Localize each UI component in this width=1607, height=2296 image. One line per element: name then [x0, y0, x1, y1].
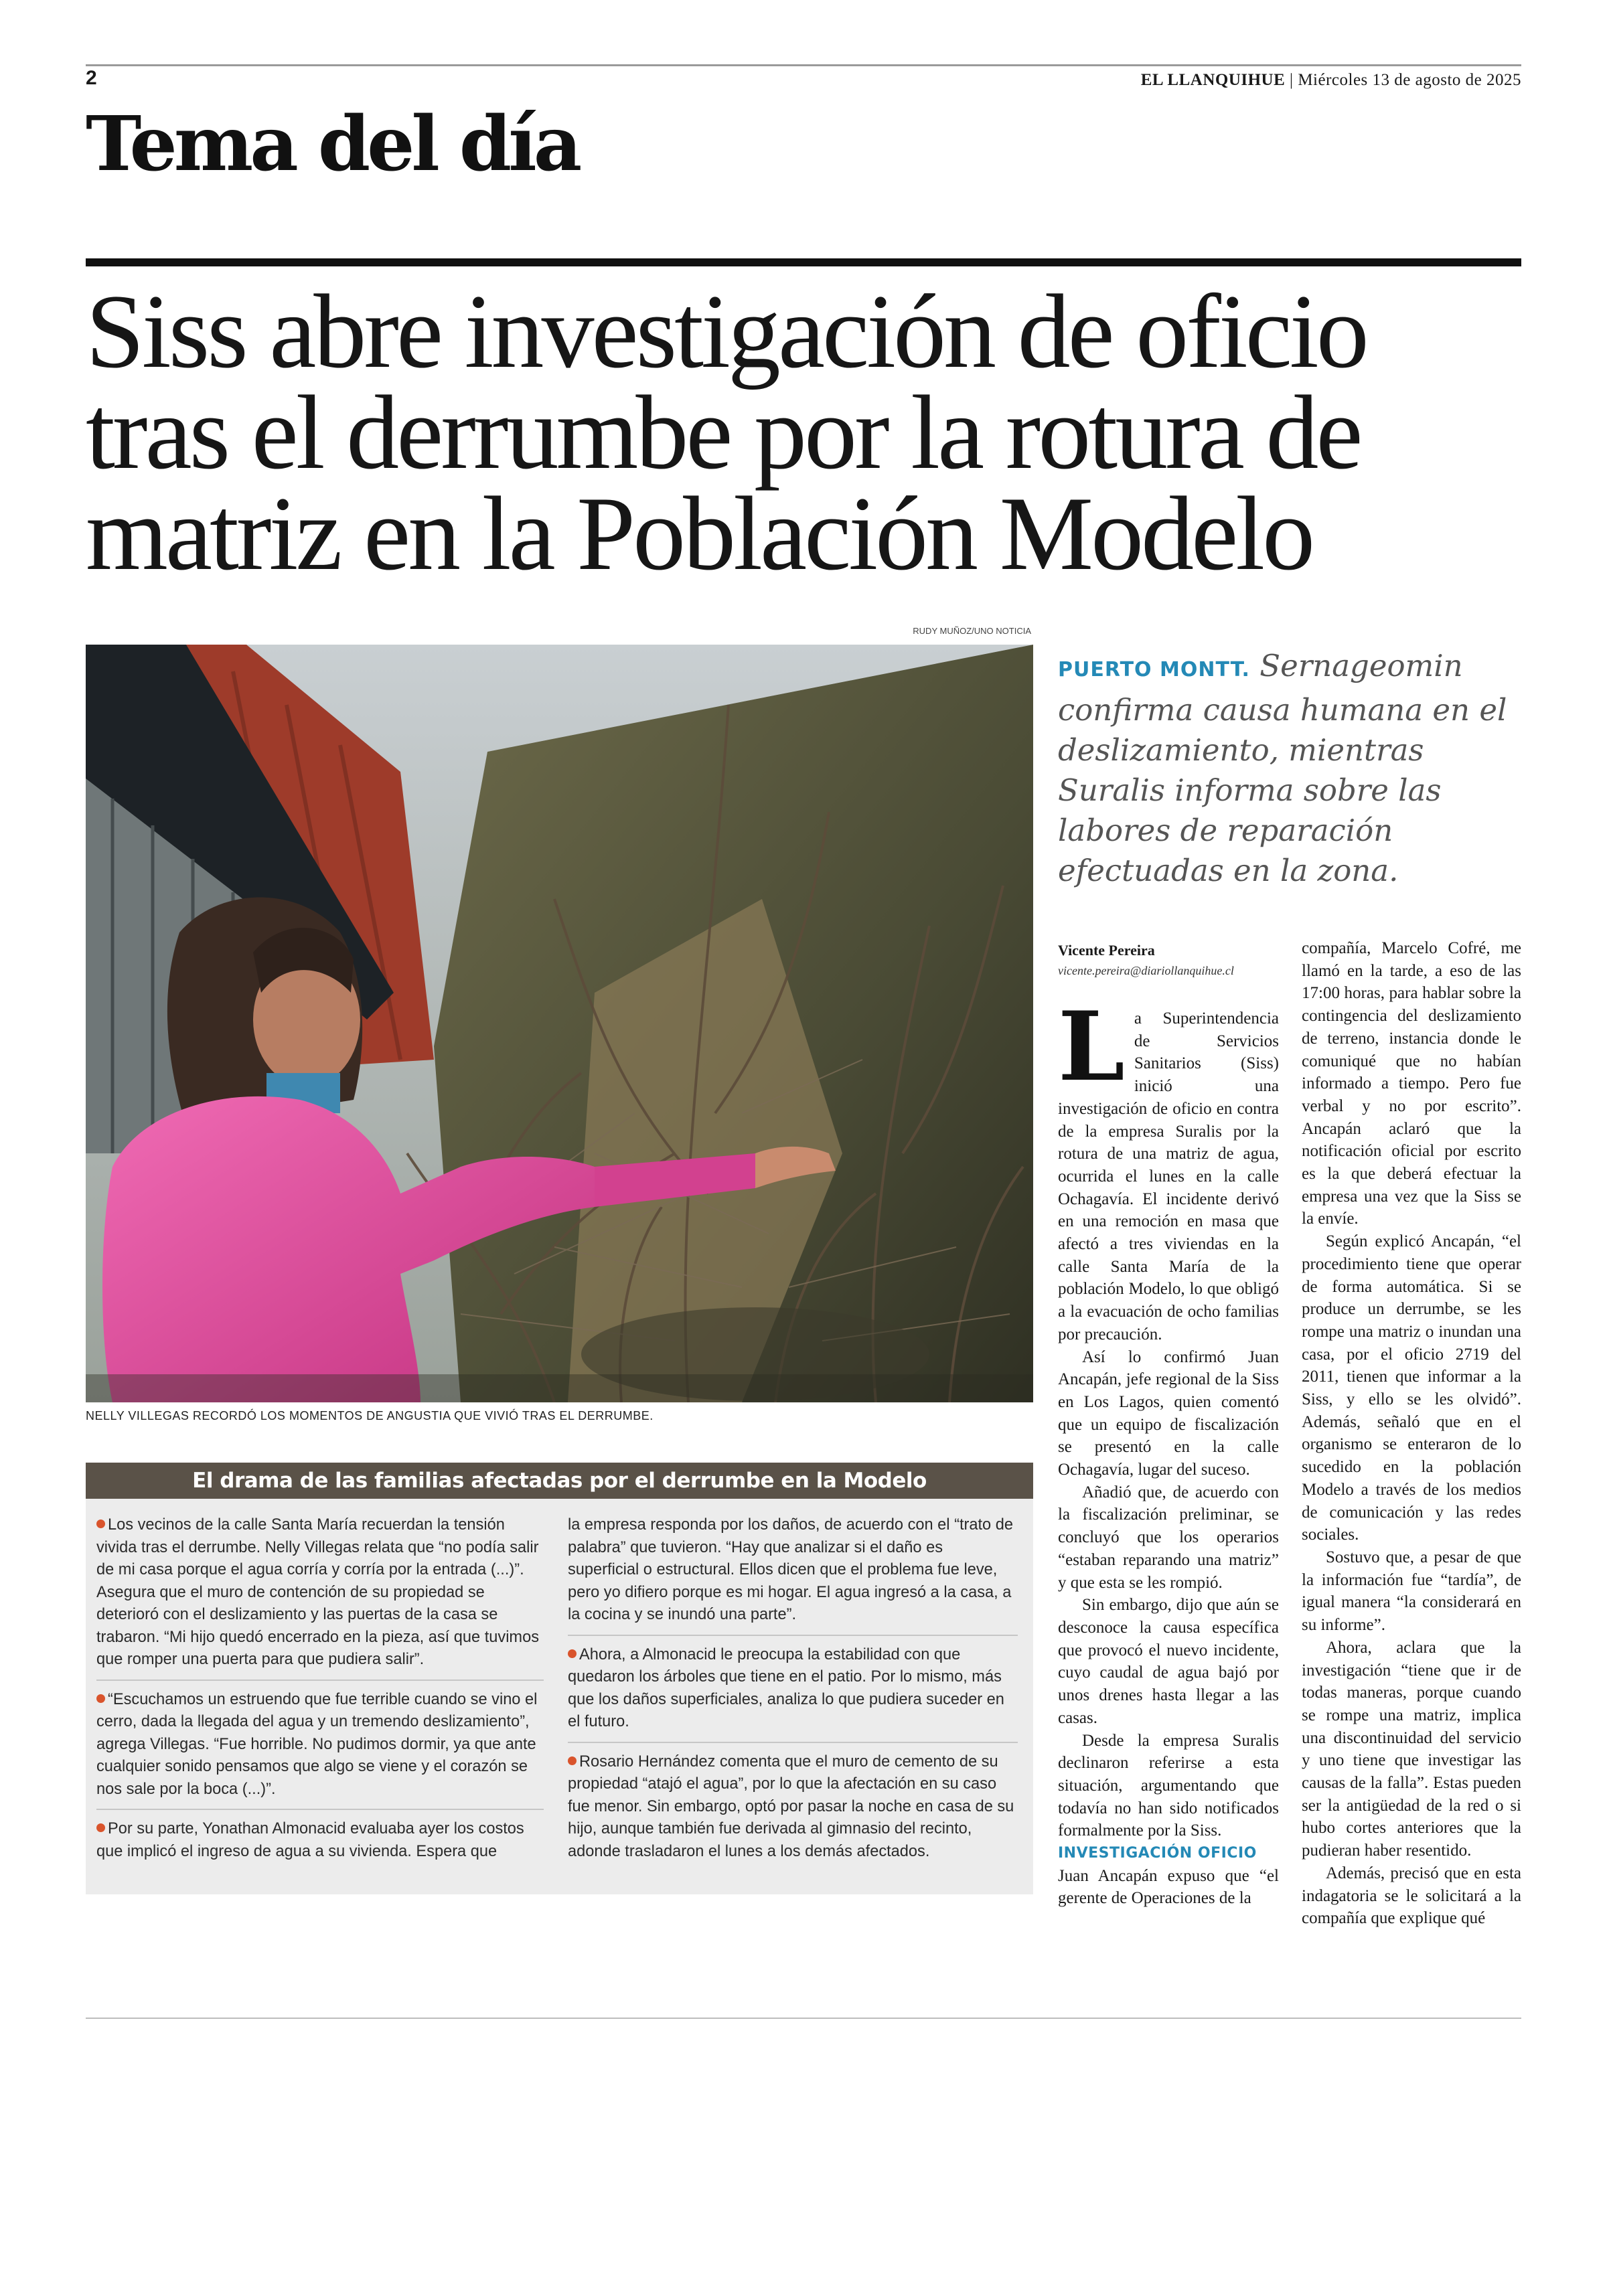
article-photo: [86, 645, 1033, 1402]
lede: [1058, 646, 1527, 891]
paper-name: EL LLANQUIHUE: [1140, 71, 1286, 89]
masthead: [1141, 71, 1521, 90]
bullet-icon: [568, 1756, 577, 1765]
bullet-icon: [96, 1520, 105, 1528]
paragraph: Sostuvo que, a pesar de que la información fue “tardía”, de igual manera “la considerará en su informe”.: [1302, 1548, 1521, 1635]
masthead-separator: |: [1285, 71, 1298, 89]
paragraph: Según explicó Ancapán, “el procedimiento tiene que operar de forma automática. Si se produce un derrumbe, se les rompe una matriz o inundan una casa, por el oficio 2719 del 2011, tienen que informar a la Siss, y ello se les olvidó”. Además, señaló que en el organismo se enteraron de lo sucedido en la población Modelo a través de los medios de comunicación y las redes sociales.: [1302, 1232, 1521, 1544]
sidebar-item: la empresa responda por los daños, de acuerdo con el “trato de palabra” que tuvieron. “Hay que analizar si el daño es superficial o estructural. Ellos dicen que el problema fue leve, pero yo difiero porque es mi hogar. El agua ingresó a la casa, a la cocina y se inundó una parte”.: [568, 1514, 1018, 1636]
photo-caption: NELLY VILLEGAS RECORDÓ LOS MOMENTOS DE ANGUSTIA QUE VIVIÓ TRAS EL DERRUMBE.: [86, 1409, 654, 1422]
paragraph: Añadió que, de acuerdo con la fiscalización preliminar, se concluyó que los operarios “estaban reparando una matriz” y que esta se les rompió.: [1058, 1483, 1279, 1592]
paragraph: Desde la empresa Suralis declinaron referirse a esta situación, argumentando que todavía no han sido notificados formalmente por la Siss.: [1058, 1731, 1279, 1840]
bullet-icon: [568, 1649, 577, 1658]
headline-rule: [86, 258, 1521, 266]
sidebar-column-2: [568, 1514, 1018, 1879]
drop-cap: L: [1058, 991, 1125, 1102]
dateline-location: PUERTO MONTT.: [1058, 658, 1250, 681]
sidebar-item: Los vecinos de la calle Santa María recuerdan la tensión vivida tras el derrumbe. Nelly Villegas relata que “no podía salir de mi casa porque el agua corría y corría por la entrada (...)”. Asegura que el muro de contención de su propiedad se deterioró con el deslizamiento y las puertas de la casa se trabaron. “Mi hijo quedó encerrado en la pieza, así que tuvimos que romper una puerta para que pudiera salir”.: [96, 1514, 544, 1681]
byline-author: Vicente Pereira: [1058, 942, 1155, 959]
sidebar-item: “Escuchamos un estruendo que fue terrible cuando se vino el cerro, dada la llegada del agua y un tremendo deslizamiento”, agrega Villegas. “Fue horrible. No pudimos dormir, ya que ante cualquier sonido pensamos que algo se viene y el corazón se nos sale por la boca (...)”.: [96, 1689, 544, 1811]
paragraph: Además, precisó que en esta indagatoria se le solicitará a la compañía que explique qué: [1302, 1864, 1521, 1928]
paragraph: Así lo confirmó Juan Ancapán, jefe regional de la Siss en Los Lagos, quien comentó que un equipo de fiscalización se presentó en la calle Ochagavía, lugar del suceso.: [1058, 1347, 1279, 1479]
bottom-rule: [86, 2018, 1521, 2019]
sidebar-item: Por su parte, Yonathan Almonacid evaluaba ayer los costos que implicó el ingreso de agua a su vivienda. Espera que: [96, 1820, 524, 1860]
paragraph: La Superintendencia de Servicios Sanitarios (Siss) inició una investigación de oficio en contra de la empresa Suralis por la rotura de una matriz de agua, ocurrida el lunes en la calle Ochagavía. El incidente derivó en una remoción en masa que afectó a tres viviendas en la calle Santa María de la población Modelo, lo que obligó a la evacuación de ocho familias por precaución.: [1058, 991, 1279, 1343]
page-number: 2: [86, 67, 97, 89]
sidebar-column-1: [96, 1514, 544, 1879]
section-title: Tema del día: [86, 100, 579, 188]
byline-email[interactable]: vicente.pereira@diariollanquihue.cl: [1058, 964, 1234, 977]
photo-credit: RUDY MUÑOZ/UNO NOTICIA: [913, 626, 1031, 636]
top-rule: [86, 64, 1521, 66]
paragraph: compañía, Marcelo Cofré, me llamó en la tarde, a eso de las 17:00 horas, para hablar sobre la contingencia del deslizamiento de terreno, instancia donde le comuniqué que no habían informado a tiempo. Pero fue verbal y no por escrito”. Ancapán aclaró que la notificación oficial por escrito es la que deberá efectuar la empresa una vez que la Siss se la envíe.: [1302, 939, 1521, 1228]
article-column-2: [1302, 937, 1521, 1930]
sidebar-box-title: El drama de las familias afectadas por el derrumbe en la Modelo: [86, 1463, 1033, 1499]
bullet-icon: [96, 1823, 105, 1832]
paragraph: Juan Ancapán expuso que “el gerente de Operaciones de la: [1058, 1866, 1279, 1908]
bullet-icon: [96, 1694, 105, 1703]
article-column-1: [1058, 991, 1279, 1910]
photo-illustration: [86, 645, 1033, 1402]
paragraph: Ahora, aclara que la investigación “tiene que ir de todas maneras, porque cuando se rompe una matriz, implica una discontinuidad del servicio y uno tiene que investigar las causas de la falla”. Estas pueden ser la antigüedad de la red o si hubo cortes anteriores que la pudieran haber resentido.: [1302, 1638, 1521, 1860]
issue-date: Miércoles 13 de agosto de 2025: [1298, 71, 1521, 89]
article-subhead: INVESTIGACIÓN OFICIO: [1058, 1845, 1257, 1862]
lede-text: Sernageomin confirma causa humana en el deslizamiento, mientras Suralis informa sobre las labores de reparación efectuadas en la zona.: [1058, 648, 1507, 888]
headline: Siss abre investigación de oficio tras el derrumbe por la rotura de matriz en la Población Modelo: [86, 273, 1367, 592]
sidebar-item: Rosario Hernández comenta que el muro de cemento de su propiedad “atajó el agua”, por lo que la afectación en su caso fue menor. Sin embargo, optó por pasar la noche en casa de su hijo, aunque también fue derivada al gimnasio del recinto, adonde trasladaron el lunes a los demás afectados.: [568, 1752, 1014, 1860]
sidebar-item: Ahora, a Almonacid le preocupa la estabilidad con que quedaron los árboles que tiene en el patio. Por lo mismo, más que los daños superficiales, analiza lo que pudiera suceder en el futuro.: [568, 1644, 1018, 1743]
paragraph: Sin embargo, dijo que aún se desconoce la causa específica que provocó el nuevo incidente, cuyo caudal de agua bajó por unos drenes hasta llegar a las casas.: [1058, 1596, 1279, 1727]
